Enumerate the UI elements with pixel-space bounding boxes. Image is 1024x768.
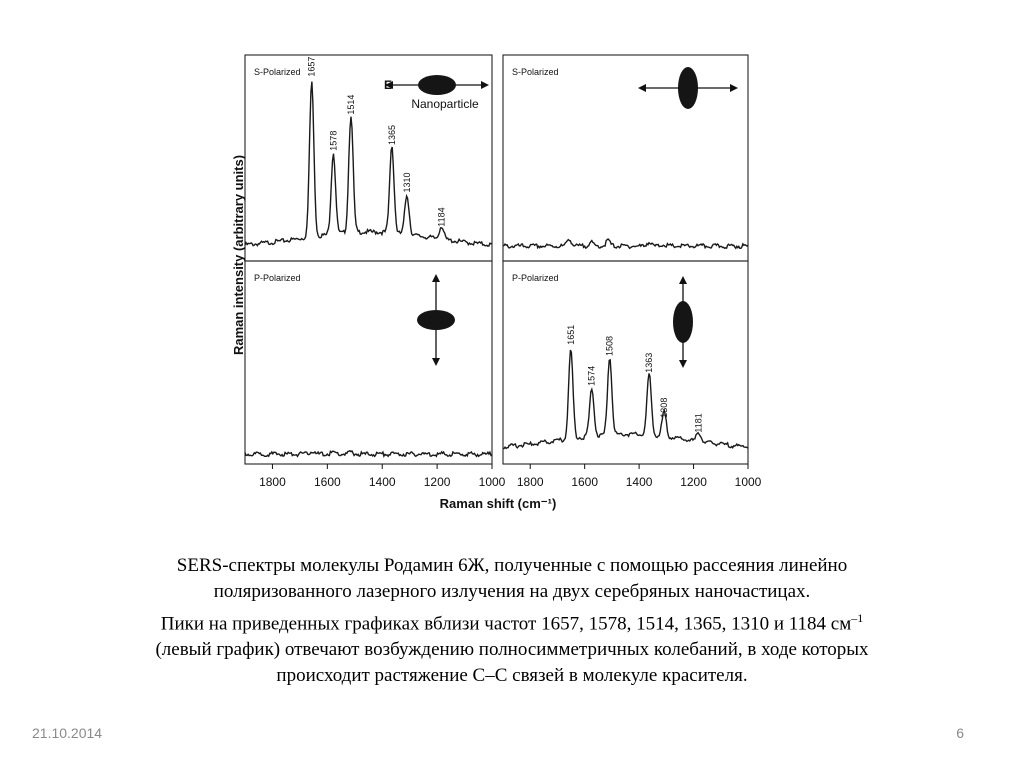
peak-label-bottom-right-1651: 1651 [565,324,576,345]
x-tick-bottom-right-1400: 1400 [625,475,653,489]
x-tick-bottom-right-1600: 1600 [571,475,599,489]
particle-glyph-top-right [638,67,738,109]
peak-label-bottom-right-1308: 1308 [659,397,670,418]
caption-line-5: происходит растяжение С–С связей в молекуле красителя. [276,665,748,687]
panel-frames [245,55,748,464]
panel-label-bottom-left: P-Polarized [254,273,301,283]
panel-label-top-right: S-Polarized [512,67,559,77]
caption-line-2: поляризованного лазерного излучения на двух серебряных наночастицах. [213,581,811,602]
caption-line-3-text: Пики на приведенных графиках вблизи частот 1657, 1578, 1514, 1365, 1310 и 1184 см [160,613,852,635]
x-tick-bottom-left-1600: 1600 [313,475,341,489]
field-label-e: E [384,78,393,92]
particle-glyph-bottom-right [673,276,693,368]
peak-label-top-left-1514: 1514 [345,94,356,115]
spectrum-top-right [503,239,748,248]
x-tick-bottom-right-1000: 1000 [734,475,762,489]
x-axis-ticks [259,464,762,489]
y-axis-label: Raman intensity (arbitrary units) [231,154,246,356]
nanoparticle-label: Nanoparticle [411,97,479,111]
spectrum-bottom-right [503,350,748,449]
particle-glyph-top-left [384,75,489,111]
peak-label-top-left-1365: 1365 [386,124,397,145]
x-tick-bottom-left-1800: 1800 [259,475,286,489]
caption-line-3-sup: –1 [851,611,864,625]
caption-line-1: SERS-спектры молекулы Родамин 6Ж, полученные с помощью рассеяния линейно [176,555,848,576]
spectrum-bottom-left [245,451,492,457]
panel-label-top-left: S-Polarized [254,67,301,77]
x-tick-bottom-right-1200: 1200 [680,475,707,489]
peak-label-top-left-1310: 1310 [401,172,412,193]
slide-date: 21.10.2014 [32,725,103,741]
caption-line-4: (левый график) отвечают возбуждению полносимметричных колебаний, в ходе которых [155,639,869,661]
panel-frame-bottom-right [503,261,748,464]
particle-glyph-bottom-left [417,274,455,366]
panel-frame-bottom-left [245,261,492,464]
peak-label-top-left-1578: 1578 [328,130,339,151]
x-tick-bottom-left-1400: 1400 [368,475,396,489]
figure-caption [40,553,984,689]
peak-label-bottom-right-1574: 1574 [586,365,597,386]
caption-line-3 [40,605,984,637]
x-tick-bottom-left-1200: 1200 [423,475,451,489]
panel-label-bottom-right: P-Polarized [512,273,559,283]
peak-label-top-left-1184: 1184 [436,207,447,227]
peak-label-top-left-1657: 1657 [306,56,317,77]
x-tick-bottom-left-1000: 1000 [478,475,506,489]
slide-page-number: 6 [956,725,964,741]
peak-label-bottom-right-1181: 1181 [693,413,704,433]
spectra-lines [245,82,748,457]
panel-frame-top-right [503,55,748,261]
peak-label-bottom-right-1508: 1508 [604,335,615,356]
x-tick-bottom-right-1800: 1800 [516,475,544,489]
x-axis-label: Raman shift (cm⁻¹) [439,496,557,511]
peak-label-bottom-right-1363: 1363 [644,352,655,373]
